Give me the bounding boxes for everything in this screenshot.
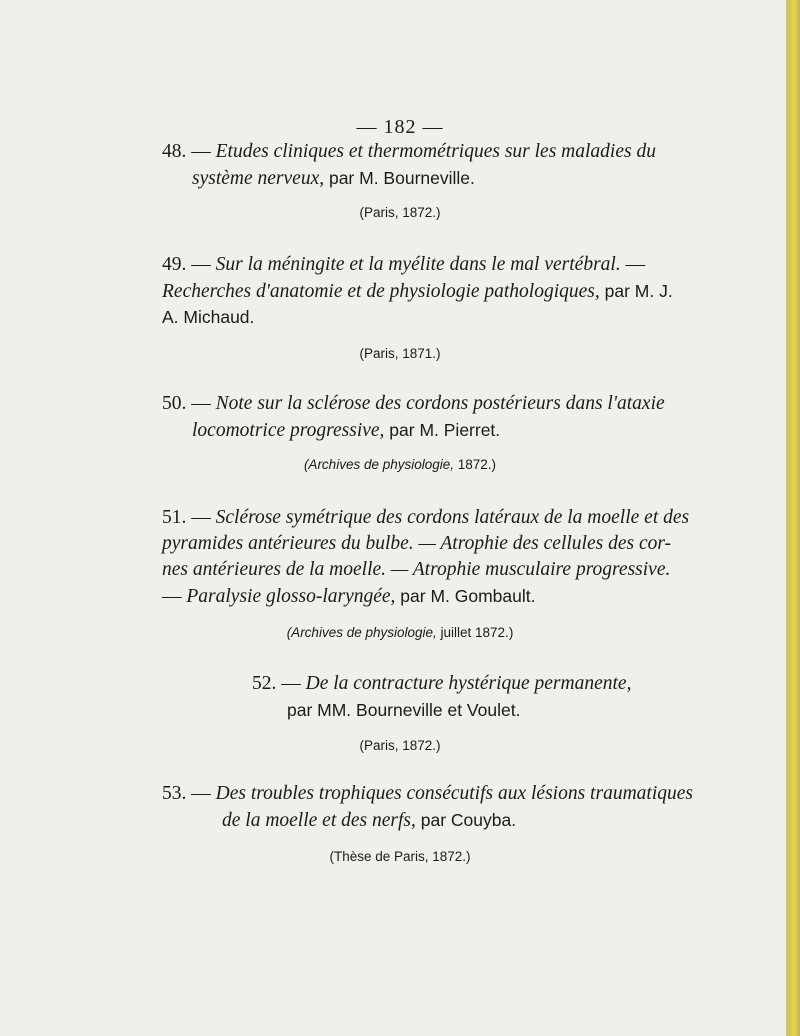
page-number: — 182 —: [356, 116, 444, 138]
entry-line: [222, 809, 516, 832]
entry-line: [162, 533, 671, 555]
entry-number: 49.: [162, 254, 187, 275]
entry-title: locomotrice progressive,: [192, 420, 385, 441]
entry-title: Paralysie glosso-laryngée,: [186, 586, 396, 607]
entry-title: système nerveux,: [192, 168, 325, 189]
entry-line: 50. — Note sur la sclérose des cordons postérieurs dans l'ataxie: [162, 393, 665, 414]
entry-source: (Paris, 1872.): [359, 205, 441, 220]
entry-source: (Archives de physiologie, juillet 1872.): [286, 625, 514, 640]
entry-title: Note sur la sclérose des cordons postérieurs dans l'ataxie: [215, 393, 665, 414]
entry-number: 48.: [162, 141, 187, 162]
entry-title: nes antérieures de la moelle. — Atrophie musculaire progressive.: [162, 559, 671, 580]
entry-number: 50.: [162, 393, 187, 414]
entry-title: De la contracture hystérique permanente,: [305, 673, 632, 694]
entry-number: 52.: [252, 673, 277, 694]
entry-author: par MM. Bourneville et Voulet.: [287, 700, 521, 720]
entry-title: Sur la méningite et la myélite dans le mal vertébral.: [215, 254, 621, 275]
entry-line: 48. — Etudes cliniques et thermométriques sur les maladies du: [162, 141, 656, 162]
entry-author: par M. Gombault.: [395, 586, 536, 606]
entry-line: 49. — Sur la méningite et la myélite dans le mal vertébral. —: [162, 254, 646, 275]
entry-source: (Paris, 1872.): [359, 738, 441, 753]
entry-number: 51.: [162, 507, 187, 528]
entry-source: (Paris, 1871.): [359, 346, 441, 361]
entry-title: Etudes cliniques et thermométriques sur les maladies du: [215, 141, 656, 162]
entry-source: (Archives de physiologie, 1872.): [303, 457, 497, 472]
entry-source: (Thèse de Paris, 1872.): [329, 849, 471, 864]
entry-number: 53.: [162, 783, 187, 804]
entry-line: [162, 559, 670, 581]
entry-line: — Paralysie glosso-laryngée, par M. Gombault.: [162, 586, 536, 607]
entry-title: Sclérose symétrique des cordons latéraux de la moelle et des: [215, 507, 690, 528]
entry-title: Des troubles trophiques consécutifs aux lésions traumatiques: [215, 783, 693, 804]
entry-title: Recherches d'anatomie et de physiologie pathologiques,: [162, 281, 600, 302]
entry-line: [192, 419, 500, 442]
entry-line: 52. — De la contracture hystérique permanente,: [252, 673, 632, 694]
entry-author: par Couyba.: [415, 810, 517, 830]
page-edge: [786, 0, 800, 1036]
entry-line: [162, 280, 673, 303]
entry-line: 51. — Sclérose symétrique des cordons latéraux de la moelle et des: [162, 507, 690, 528]
entry-line: 53. — Des troubles trophiques consécutifs aux lésions traumatiques: [162, 783, 693, 804]
entry-title: de la moelle et des nerfs,: [222, 810, 416, 831]
entry-author: par M. J.: [599, 281, 673, 301]
entry-author: A. Michaud.: [162, 307, 255, 327]
entry-line: [192, 167, 475, 190]
entry-author: par M. Pierret.: [384, 420, 501, 440]
entry-author: par M. Bourneville.: [324, 168, 475, 188]
entry-title: pyramides antérieures du bulbe. — Atrophie des cellules des cor-: [162, 533, 672, 554]
